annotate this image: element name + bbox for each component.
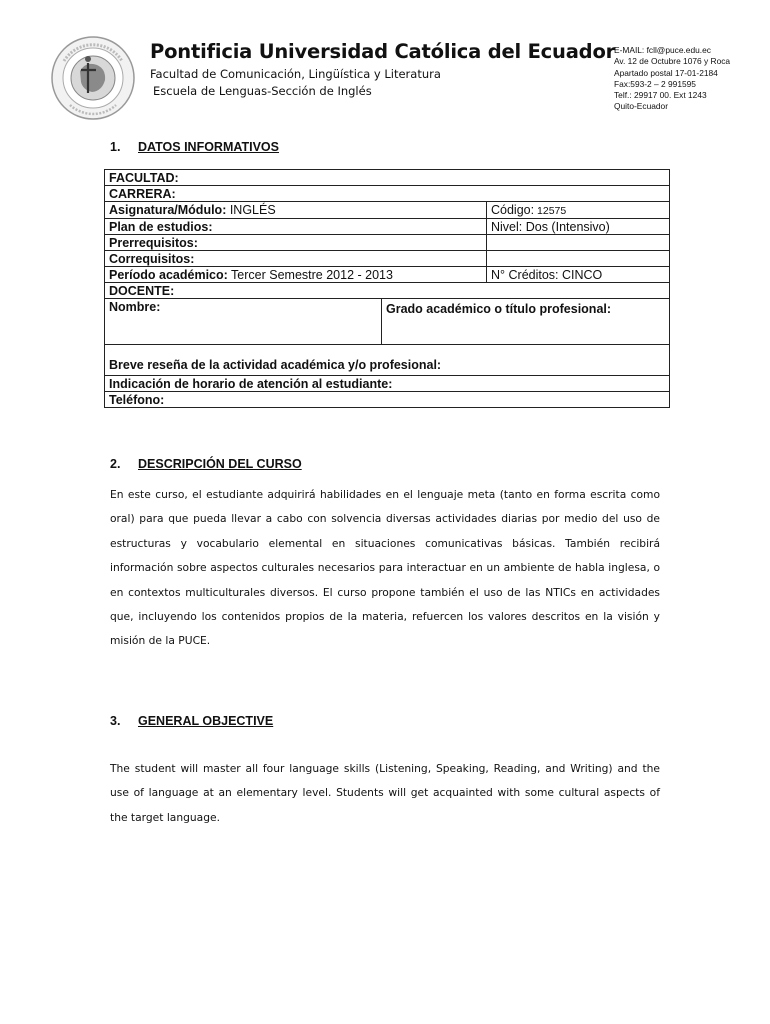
correquisitos-value-cell <box>487 251 670 267</box>
codigo-value: 12575 <box>534 205 567 217</box>
correquisitos-cell: Correquisitos: <box>105 251 487 267</box>
creditos-cell: N° Créditos: CINCO <box>487 267 670 283</box>
asignatura-cell <box>105 202 487 219</box>
contact-fax: Fax:593-2 – 2 991595 <box>614 78 696 89</box>
resena-row: Breve reseña de la actividad académica y/o profesional: <box>105 345 670 376</box>
codigo-cell <box>487 202 670 219</box>
asignatura-label: Asignatura/Módulo: <box>109 203 227 217</box>
plan-cell: Plan de estudios: <box>105 219 487 235</box>
grado-cell: Grado académico o título profesional: <box>382 299 670 345</box>
codigo-label: Código: <box>491 203 535 217</box>
contact-email: E-MAIL: fcll@puce.edu.ec <box>614 45 711 55</box>
periodo-cell <box>105 267 487 283</box>
periodo-value: Tercer Semestre 2012 - 2013 <box>227 268 393 282</box>
section-3-title: GENERAL OBJECTIVE <box>138 714 274 728</box>
prerrequisitos-value-cell <box>487 235 670 251</box>
horario-row: Indicación de horario de atención al estudiante: <box>105 376 670 392</box>
faculty-subtitle: Facultad de Comunicación, Lingüística y Literatura <box>150 67 441 81</box>
section-2-heading <box>110 457 302 471</box>
prerrequisitos-cell: Prerrequisitos: <box>105 235 487 251</box>
docente-row: DOCENTE: <box>105 283 670 299</box>
section-2-title: DESCRIPCIÓN DEL CURSO <box>138 457 302 471</box>
nombre-cell: Nombre: <box>105 299 382 345</box>
section-3-number: 3. <box>110 714 121 728</box>
asignatura-value: INGLÉS <box>226 203 276 217</box>
info-table <box>104 169 670 408</box>
general-objective-text: The student will master all four language skills (Listening, Speaking, Reading, and Writing) and the use of language at an elementary level. Students will get acquainted with some cultural aspects of the target language. <box>110 762 660 824</box>
university-seal-icon <box>50 35 136 121</box>
course-description: En este curso, el estudiante adquirirá habilidades en el lenguaje meta (tanto en forma escrita como oral) para que pueda llevar a cabo con solvencia diversas actividades diarias por medio del uso de estructuras y vocabulario elemental en situaciones comunicativas básicas. También recibirá información sobre aspectos culturales necesarios para interactuar en un ambiente de habla inglesa, o en contextos multiculturales diversos. El curso propone también el uso de las NTICs en actividades que, incluyendo los contenidos propios de la materia, refuercen los valores descritos en la visión y misión de la PUCE. <box>110 488 660 648</box>
university-title: Pontificia Universidad Católica del Ecuador <box>150 40 616 63</box>
contact-city: Quito-Ecuador <box>614 101 668 112</box>
section-1-number: 1. <box>110 140 121 154</box>
periodo-label: Período académico: <box>109 268 228 282</box>
school-subtitle: Escuela de Lenguas-Sección de Inglés <box>153 84 372 98</box>
contact-postal: Apartado postal 17-01-2184 <box>614 67 718 78</box>
facultad-row: FACULTAD: <box>105 170 670 186</box>
section-3-heading <box>110 714 273 728</box>
carrera-row: CARRERA: <box>105 186 670 202</box>
section-1-title: DATOS INFORMATIVOS <box>138 140 279 154</box>
contact-address: Av. 12 de Octubre 1076 y Roca <box>614 56 731 67</box>
telefono-row: Teléfono: <box>105 392 670 408</box>
section-1-heading <box>110 140 279 154</box>
nivel-cell: Nivel: Dos (Intensivo) <box>487 219 670 235</box>
contact-phone: Telf.: 29917 00. Ext 1243 <box>614 90 707 101</box>
section-2-number: 2. <box>110 457 121 471</box>
contact-block <box>614 45 730 113</box>
